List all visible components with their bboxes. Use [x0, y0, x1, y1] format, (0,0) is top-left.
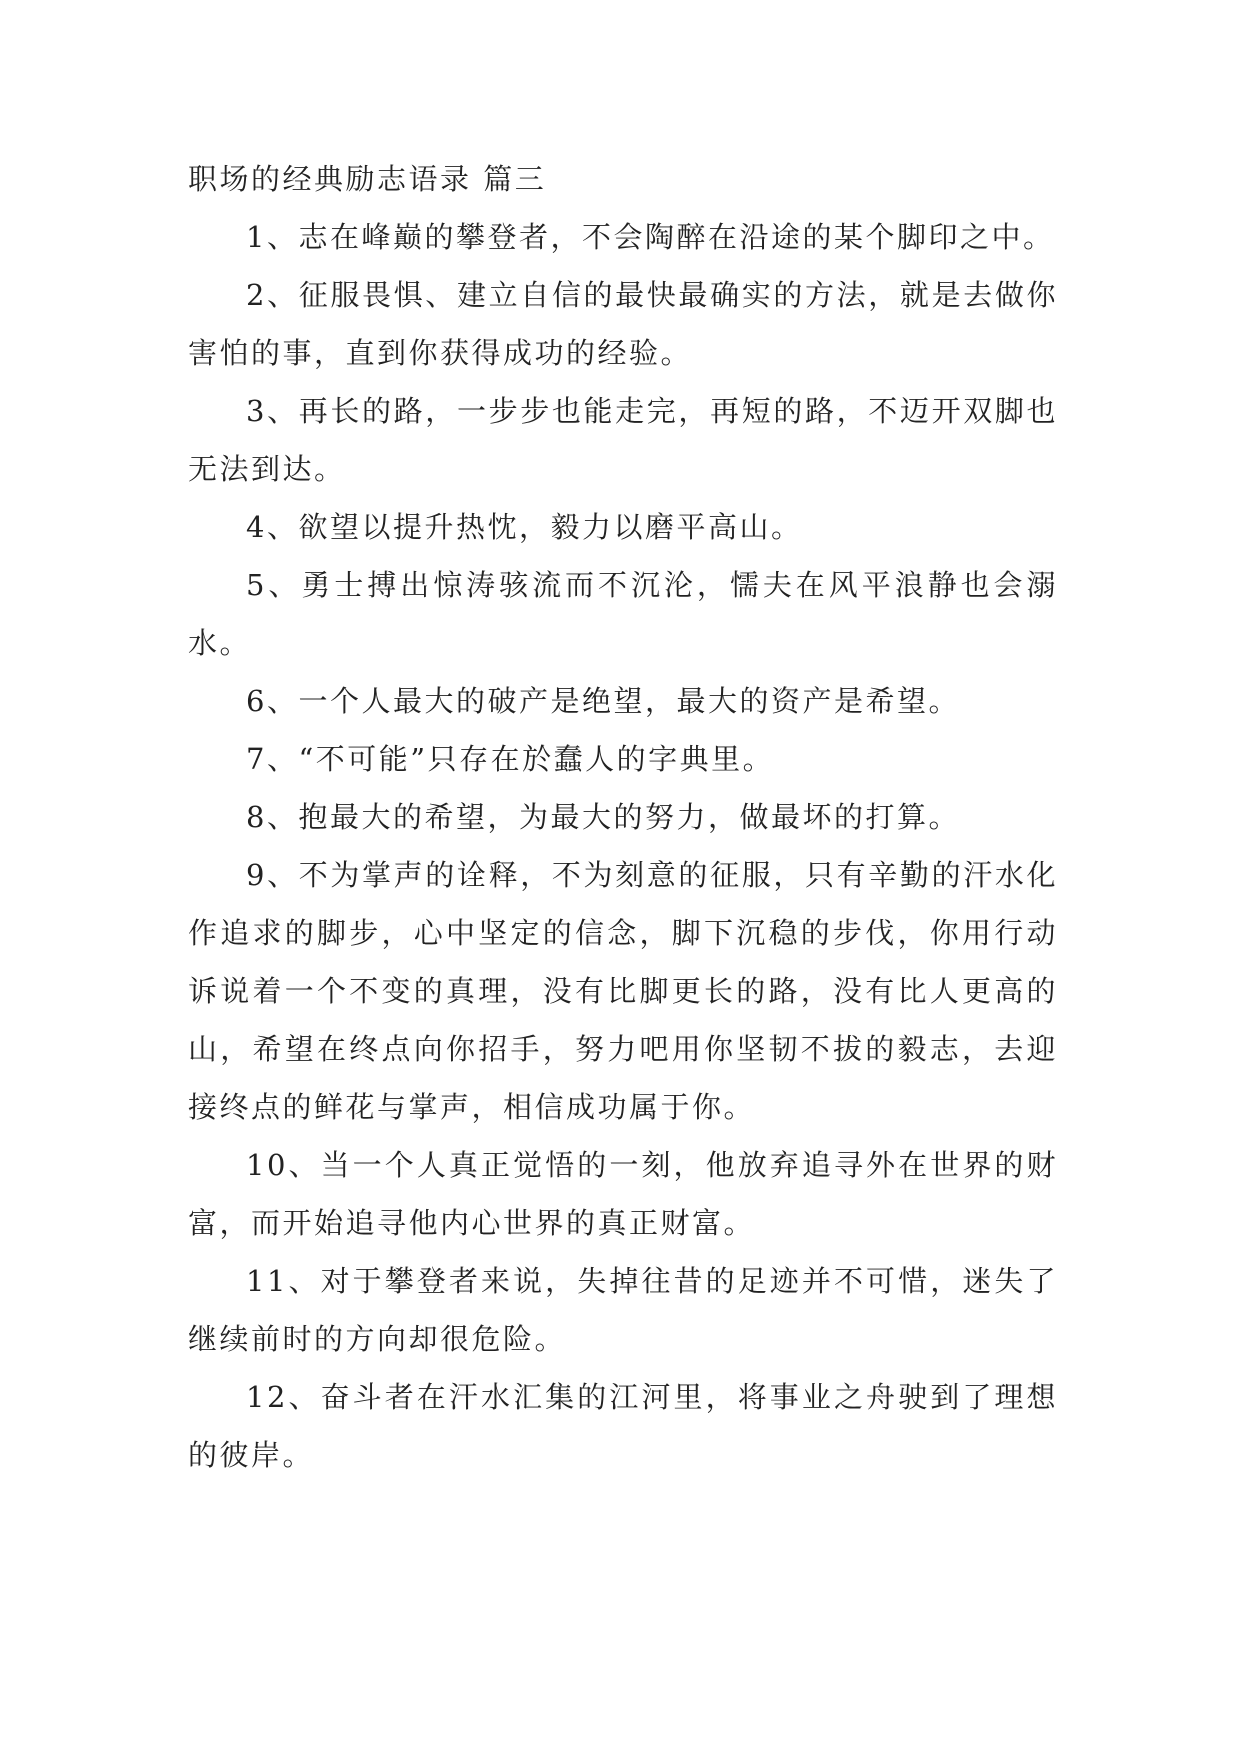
quote-paragraph-11: 11、对于攀登者来说，失掉往昔的足迹并不可惜，迷失了继续前时的方向却很危险。 [188, 1264, 1058, 1356]
quote-paragraph-1: 1、志在峰巅的攀登者，不会陶醉在沿途的某个脚印之中。 [246, 220, 1055, 254]
document-title: 职场的经典励志语录 篇三 [188, 162, 547, 196]
quote-paragraph-4: 4、欲望以提升热忱，毅力以磨平高山。 [246, 510, 803, 544]
quote-paragraph-8: 8、抱最大的希望，为最大的努力，做最坏的打算。 [246, 800, 960, 834]
quote-paragraph-12: 12、奋斗者在汗水汇集的江河里，将事业之舟驶到了理想的彼岸。 [188, 1380, 1058, 1472]
quote-paragraph-7: 7、“不可能”只存在於蠢人的字典里。 [246, 742, 775, 776]
quote-paragraph-3: 3、再长的路，一步步也能走完，再短的路，不迈开双脚也无法到达。 [188, 394, 1058, 486]
document-body [188, 150, 1058, 1484]
quote-paragraph-9: 9、不为掌声的诠释，不为刻意的征服，只有辛勤的汗水化作追求的脚步，心中坚定的信念，脚下沉稳的步伐，你用行动诉说着一个不变的真理，没有比脚更长的路，没有比人更高的山，希望在终点向你招手，努力吧用你坚韧不拔的毅志，去迎接终点的鲜花与掌声，相信成功属于你。 [188, 858, 1058, 1124]
quote-paragraph-2: 2、征服畏惧、建立自信的最快最确实的方法，就是去做你害怕的事，直到你获得成功的经验。 [188, 278, 1058, 370]
quote-paragraph-10: 10、当一个人真正觉悟的一刻，他放弃追寻外在世界的财富，而开始追寻他内心世界的真正财富。 [188, 1148, 1058, 1240]
quote-paragraph-5: 5、勇士搏出惊涛骇流而不沉沦，懦夫在风平浪静也会溺水。 [188, 568, 1058, 660]
quote-paragraph-6: 6、一个人最大的破产是绝望，最大的资产是希望。 [246, 684, 960, 718]
